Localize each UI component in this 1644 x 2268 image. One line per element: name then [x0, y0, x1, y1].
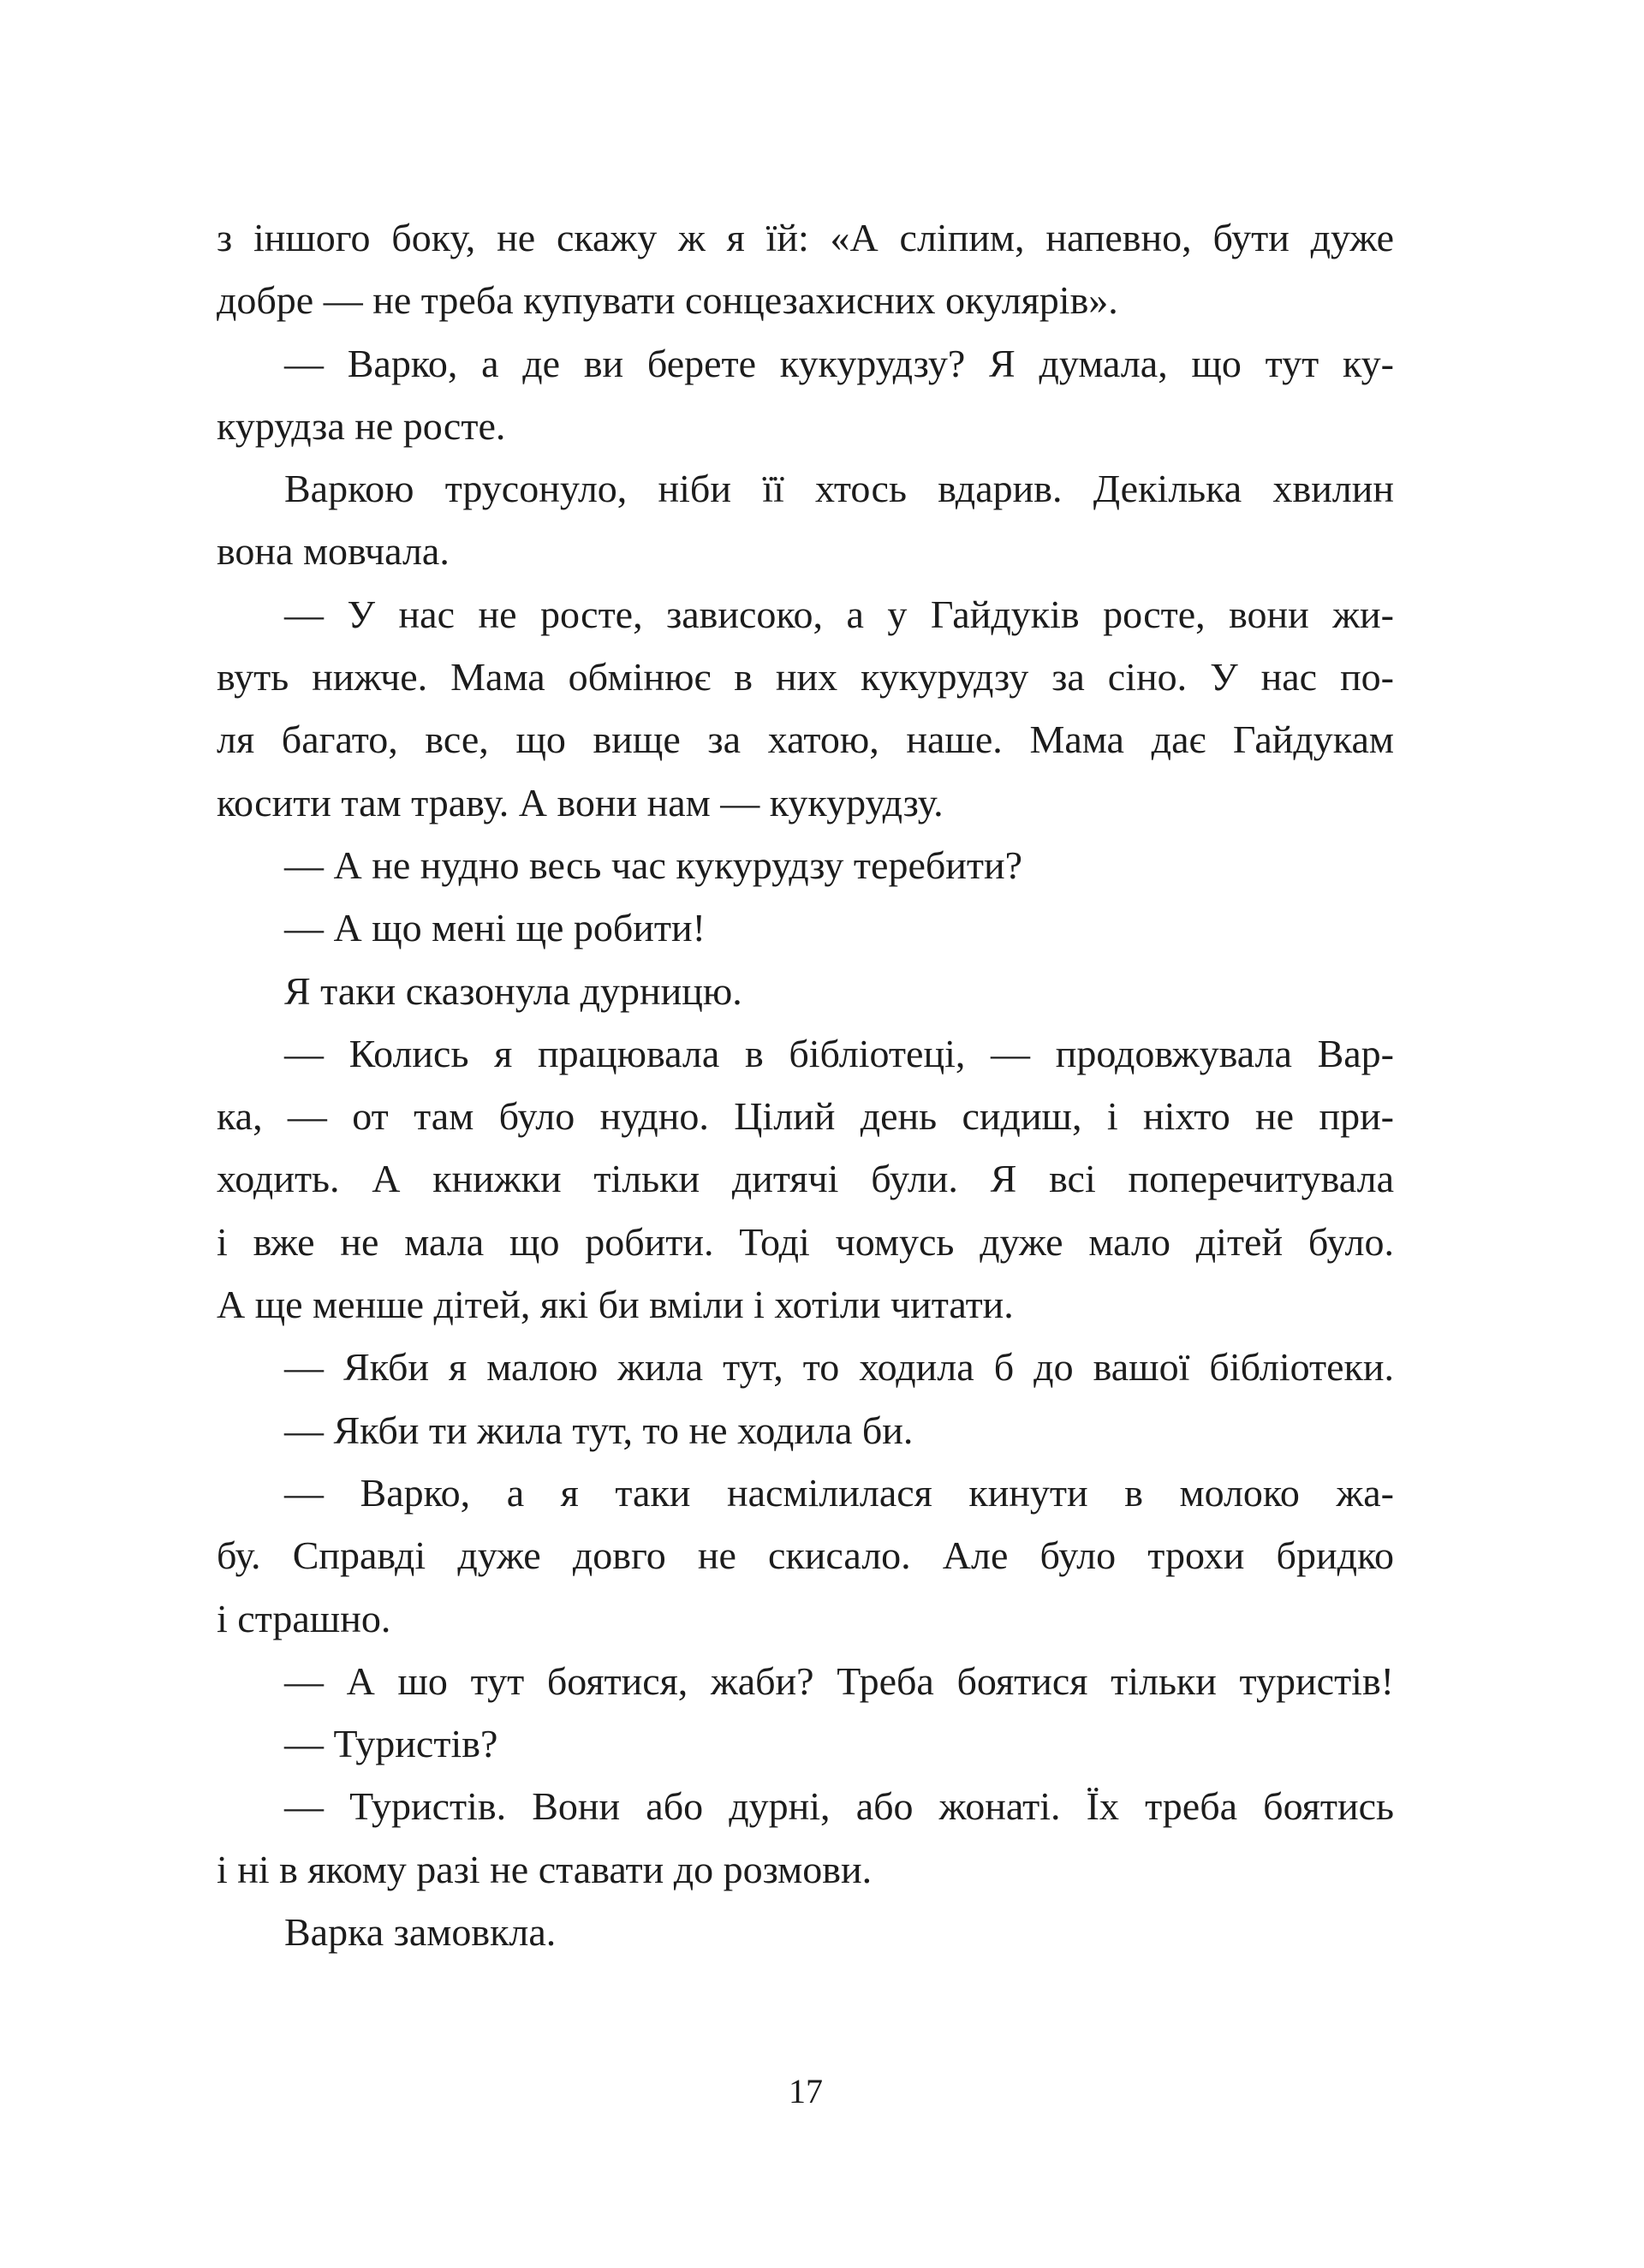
text-line: ходить. А книжки тільки дитячі були. Я всі поперечитувала	[217, 1157, 1394, 1201]
text-line: — Туристів?	[284, 1722, 498, 1766]
text-line: вона мовчала.	[217, 529, 450, 574]
text-line: Варкою трусонуло, ніби її хтось вдарив. Декілька хвилин	[284, 467, 1394, 511]
text-line: — Туристів. Вони або дурні, або жонаті. Їх треба боятись	[284, 1784, 1394, 1829]
text-line: — Якби ти жила тут, то не ходила би.	[284, 1408, 914, 1452]
text-line: Я таки сказонула дурницю.	[284, 968, 742, 1013]
text-line: бу. Справді дуже довго не скисало. Але було трохи бридко	[217, 1533, 1394, 1578]
text-line: і вже не мала що робити. Тоді чомусь дуже мало дітей було.	[217, 1219, 1394, 1264]
text-line: і страшно.	[217, 1596, 391, 1640]
text-line: — А що мені ще робити!	[284, 906, 706, 950]
text-line: вуть нижче. Мама обмінює в них кукурудзу за сіно. У нас по-	[217, 655, 1394, 699]
text-line: — А шо тут боятися, жаби? Треба боятися тільки туристів!	[284, 1658, 1394, 1703]
text-line: курудза не росте.	[217, 403, 506, 448]
text-line: Варка замовкла.	[284, 1910, 557, 1955]
text-line: А ще менше дітей, які би вміли і хотіли читати.	[217, 1283, 1014, 1327]
text-line: ка, — от там було нудно. Цілий день сидиш, і ніхто не при-	[217, 1094, 1394, 1139]
text-line: — Варко, а я таки насмілилася кинути в молоко жа-	[284, 1470, 1394, 1515]
text-line: — Колись я працювала в бібліотеці, — продовжувала Вар-	[284, 1031, 1394, 1075]
text-line: добре — не треба купувати сонцезахисних окулярів».	[217, 278, 1118, 323]
text-line: — Варко, а де ви берете кукурудзу? Я думала, що тут ку-	[284, 341, 1394, 385]
body-text	[217, 206, 1394, 1963]
text-line: — А не нудно весь час кукурудзу теребити?	[284, 842, 1023, 887]
text-line: ля багато, все, що вище за хатою, наше. Мама дає Гайдукам	[217, 717, 1394, 762]
text-line: — Якби я малою жила тут, то ходила б до вашої бібліотеки.	[284, 1345, 1394, 1390]
text-line: і ні в якому разі не ставати до розмови.	[217, 1847, 873, 1891]
page-number: 17	[789, 2072, 823, 2110]
text-line: — У нас не росте, зависоко, а у Гайдуків росте, вони жи-	[284, 592, 1394, 636]
text-line: з іншого боку, не скажу ж я їй: «А сліпим, напевно, бути дуже	[217, 216, 1394, 259]
text-line: косити там траву. А вони нам — кукурудзу.	[217, 780, 944, 824]
